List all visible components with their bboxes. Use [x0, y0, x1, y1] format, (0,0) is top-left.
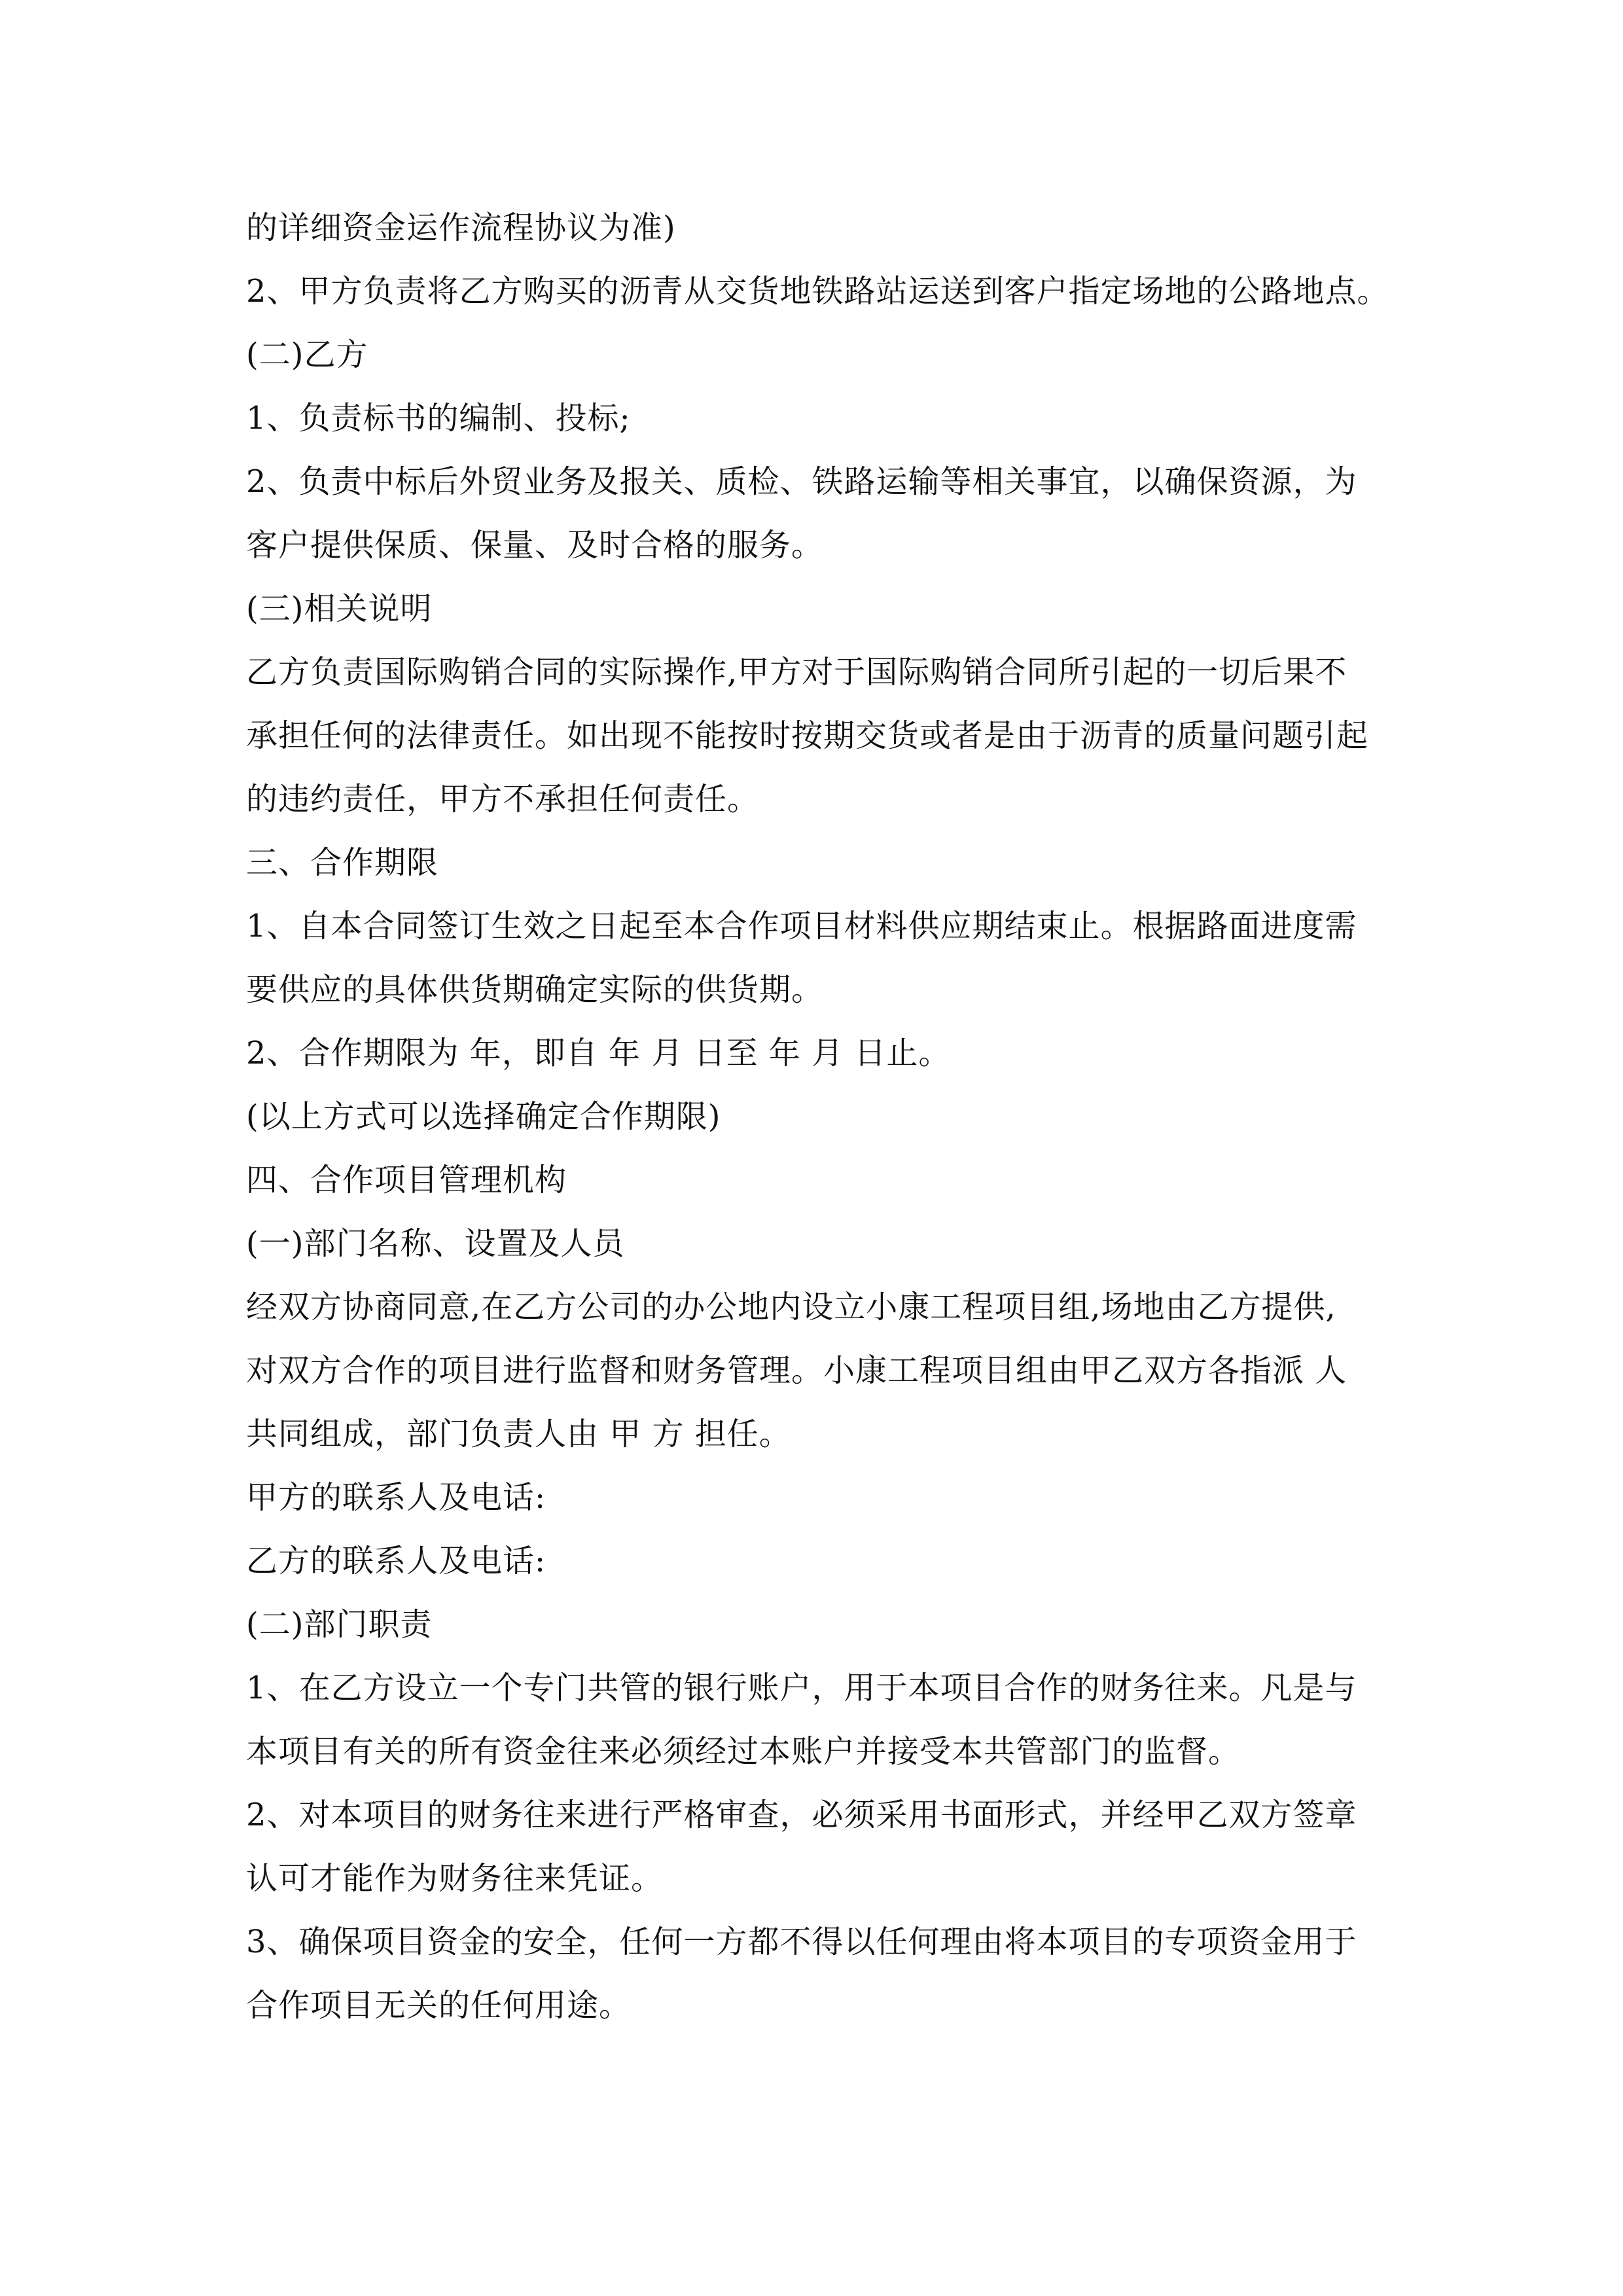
text-line: 2、对本项目的财务往来进行严格审查，必须采用书面形式，并经甲乙双方签章 [246, 1797, 1357, 1833]
text-line: 乙方负责国际购销合同的实际操作,甲方对于国际购销合同所引起的一切后果不 [246, 654, 1347, 691]
text-line: 客户提供保质、保量、及时合格的服务。 [246, 527, 824, 564]
text-line: 乙方的联系人及电话: [246, 1543, 546, 1579]
section-heading: 四、合作项目管理机构 [246, 1162, 567, 1198]
section-heading: 三、合作期限 [246, 844, 439, 881]
section-heading: (三)相关说明 [246, 590, 433, 627]
section-heading: (二)部门职责 [246, 1606, 433, 1643]
text-line: 的详细资金运作流程协议为准) [246, 209, 676, 246]
section-heading: (二)乙方 [246, 336, 368, 373]
text-line: 认可才能作为财务往来凭证。 [246, 1860, 664, 1897]
text-line: 1、在乙方设立一个专门共管的银行账户，用于本项目合作的财务往来。凡是与 [246, 1670, 1357, 1706]
text-line: 合作项目无关的任何用途。 [246, 1987, 632, 2024]
text-line: (以上方式可以选择确定合作期限) [246, 1098, 721, 1135]
text-line: 2、负责中标后外贸业务及报关、质检、铁路运输等相关事宜，以确保资源，为 [246, 463, 1357, 500]
text-line: 承担任何的法律责任。如出现不能按时按期交货或者是由于沥青的质量问题引起 [246, 717, 1369, 754]
text-line: 共同组成，部门负责人由 甲 方 担任。 [246, 1416, 791, 1452]
text-line: 2、甲方负责将乙方购买的沥青从交货地铁路站运送到客户指定场地的公路地点。 [246, 273, 1389, 310]
text-line: 1、负责标书的编制、投标; [246, 400, 631, 437]
text-line: 经双方协商同意,在乙方公司的办公地内设立小康工程项目组,场地由乙方提供, [246, 1289, 1336, 1325]
text-line: 3、确保项目资金的安全，任何一方都不得以任何理由将本项目的专项资金用于 [246, 1924, 1357, 1960]
text-line: 甲方的联系人及电话: [246, 1479, 546, 1516]
text-line: 对双方合作的项目进行监督和财务管理。小康工程项目组由甲乙双方各指派 人 [246, 1352, 1347, 1389]
text-line: 要供应的具体供货期确定实际的供货期。 [246, 971, 824, 1008]
text-line: 本项目有关的所有资金往来必须经过本账户并接受本共管部门的监督。 [246, 1733, 1241, 1770]
text-line: 2、合作期限为 年，即自 年 月 日至 年 月 日止。 [246, 1035, 951, 1071]
section-heading: (一)部门名称、设置及人员 [246, 1225, 625, 1262]
document-body [246, 196, 1391, 2037]
text-line: 的违约责任，甲方不承担任何责任。 [246, 781, 760, 817]
text-line: 1、自本合同签订生效之日起至本合作项目材料供应期结束止。根据路面进度需 [246, 908, 1357, 944]
